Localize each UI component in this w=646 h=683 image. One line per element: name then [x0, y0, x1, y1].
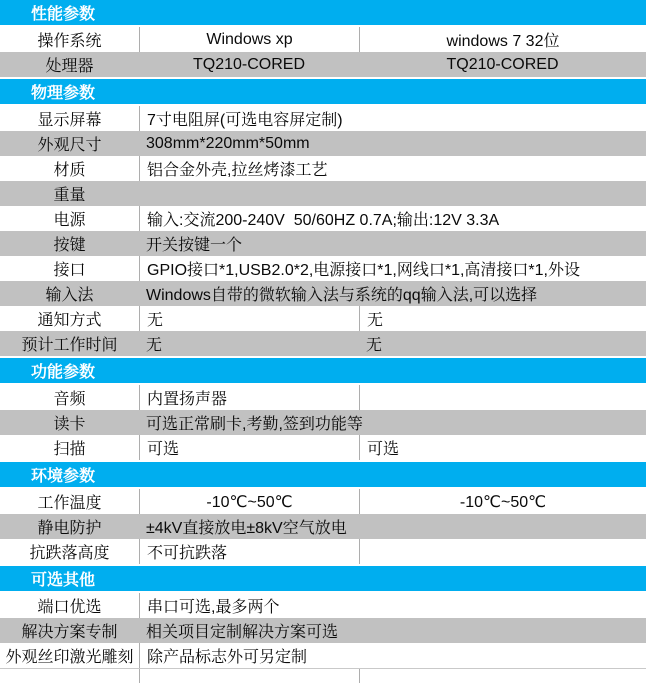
row-silkscreen — [0, 643, 646, 668]
partial-cell-col2 — [359, 669, 646, 683]
row-os — [0, 27, 646, 52]
section-header-features — [0, 358, 646, 383]
cell-notification-col2: 无 — [359, 306, 646, 331]
section-header-optional — [0, 566, 646, 591]
partial-label-cell — [0, 669, 139, 683]
row-label: 音频 — [53, 391, 86, 408]
row-card-reader — [0, 410, 646, 435]
partial-cell-col1 — [139, 669, 359, 683]
row-serial-port — [0, 593, 646, 618]
section-header-physical — [0, 79, 646, 104]
cell-os-col2: windows 7 32位 — [359, 27, 646, 52]
row-label: 扫描 — [53, 441, 86, 458]
row-esd — [0, 514, 646, 539]
section-header-environment — [0, 462, 646, 487]
row-label: 显示屏幕 — [37, 112, 102, 129]
row-display — [0, 106, 646, 131]
row-label: 读卡 — [53, 416, 86, 433]
cell-card-reader-value: 可选正常刷卡,考勤,签到功能等 — [146, 416, 363, 433]
row-label: 解决方案专制 — [21, 624, 118, 641]
cell-drop-col1: 不可抗跌落 — [139, 539, 359, 564]
row-label: 静电防护 — [37, 520, 102, 537]
row-label: 输入法 — [45, 287, 94, 304]
cell-input-method-value: Windows自带的微软输入法与系统的qq输入法,可以选择 — [146, 287, 538, 304]
row-weight — [0, 181, 646, 206]
row-label: 电源 — [53, 212, 86, 229]
row-notification — [0, 306, 646, 331]
cell-display-value: 7寸电阻屏(可选电容屏定制) — [139, 106, 646, 131]
cell-scan-col2: 可选 — [359, 435, 646, 460]
row-label: 按键 — [53, 237, 86, 254]
row-cpu — [0, 52, 646, 77]
cell-buttons-value: 开关按键一个 — [146, 237, 243, 254]
section-title: 可选其他 — [31, 572, 96, 589]
cell-ports-value: GPIO接口*1,USB2.0*2,电源接口*1,网线口*1,高清接口*1,外设 — [139, 256, 646, 281]
row-buttons — [0, 231, 646, 256]
partial-row — [0, 668, 646, 683]
cell-power-value: 输入:交流200-240V 50/60HZ 0.7A;输出:12V 3.3A — [139, 206, 646, 231]
row-dimensions — [0, 131, 646, 156]
row-label: 外观尺寸 — [37, 137, 102, 154]
row-operating-temp — [0, 489, 646, 514]
cell-audio-col1: 内置扬声器 — [139, 385, 359, 410]
section-header-performance — [0, 0, 646, 25]
cell-esd-value: ±4kV直接放电±8kV空气放电 — [146, 520, 347, 537]
cell-silkscreen-value: 除产品标志外可另定制 — [139, 643, 646, 668]
cell-solution-value: 相关项目定制解决方案可选 — [146, 624, 339, 641]
cell-cpu-col1: TQ210-CORED — [192, 55, 306, 73]
row-label: 接口 — [53, 262, 86, 279]
section-title: 物理参数 — [31, 85, 96, 102]
row-power — [0, 206, 646, 231]
cell-os-col1: Windows xp — [139, 27, 359, 52]
row-scan — [0, 435, 646, 460]
section-title: 环境参数 — [31, 468, 96, 485]
cell-temp-col2: -10℃~50℃ — [359, 489, 646, 514]
row-label: 端口优选 — [37, 599, 102, 616]
row-solution — [0, 618, 646, 643]
row-ports — [0, 256, 646, 281]
cell-audio-col2 — [359, 385, 646, 410]
row-audio — [0, 385, 646, 410]
section-title: 性能参数 — [31, 6, 96, 23]
cell-material-value: 铝合金外壳,拉丝烤漆工艺 — [139, 156, 646, 181]
row-material — [0, 156, 646, 181]
row-label: 抗跌落高度 — [29, 545, 110, 562]
cell-notification-col1: 无 — [139, 306, 359, 331]
section-title: 功能参数 — [31, 364, 96, 381]
row-input-method — [0, 281, 646, 306]
cell-scan-col1: 可选 — [139, 435, 359, 460]
row-work-time — [0, 331, 646, 356]
row-drop-resistance — [0, 539, 646, 564]
cell-cpu-col2: TQ210-CORED — [446, 55, 559, 73]
row-label: 重量 — [53, 187, 86, 204]
cell-dimensions-value: 308mm*220mm*50mm — [146, 134, 310, 152]
row-label: 外观丝印激光雕刻 — [5, 649, 134, 666]
cell-work-time-col2: 无 — [366, 337, 383, 354]
row-label: 操作系统 — [37, 33, 102, 50]
row-label: 通知方式 — [37, 312, 102, 329]
cell-serial-port-value: 串口可选,最多两个 — [139, 593, 646, 618]
cell-weight-value — [139, 181, 646, 206]
cell-temp-col1: -10℃~50℃ — [139, 489, 359, 514]
cell-drop-col2 — [359, 539, 646, 564]
cell-work-time-col1: 无 — [146, 337, 163, 354]
row-label: 工作温度 — [37, 495, 102, 512]
row-label: 处理器 — [45, 58, 94, 75]
row-label: 预计工作时间 — [21, 337, 118, 354]
row-label: 材质 — [53, 162, 86, 179]
